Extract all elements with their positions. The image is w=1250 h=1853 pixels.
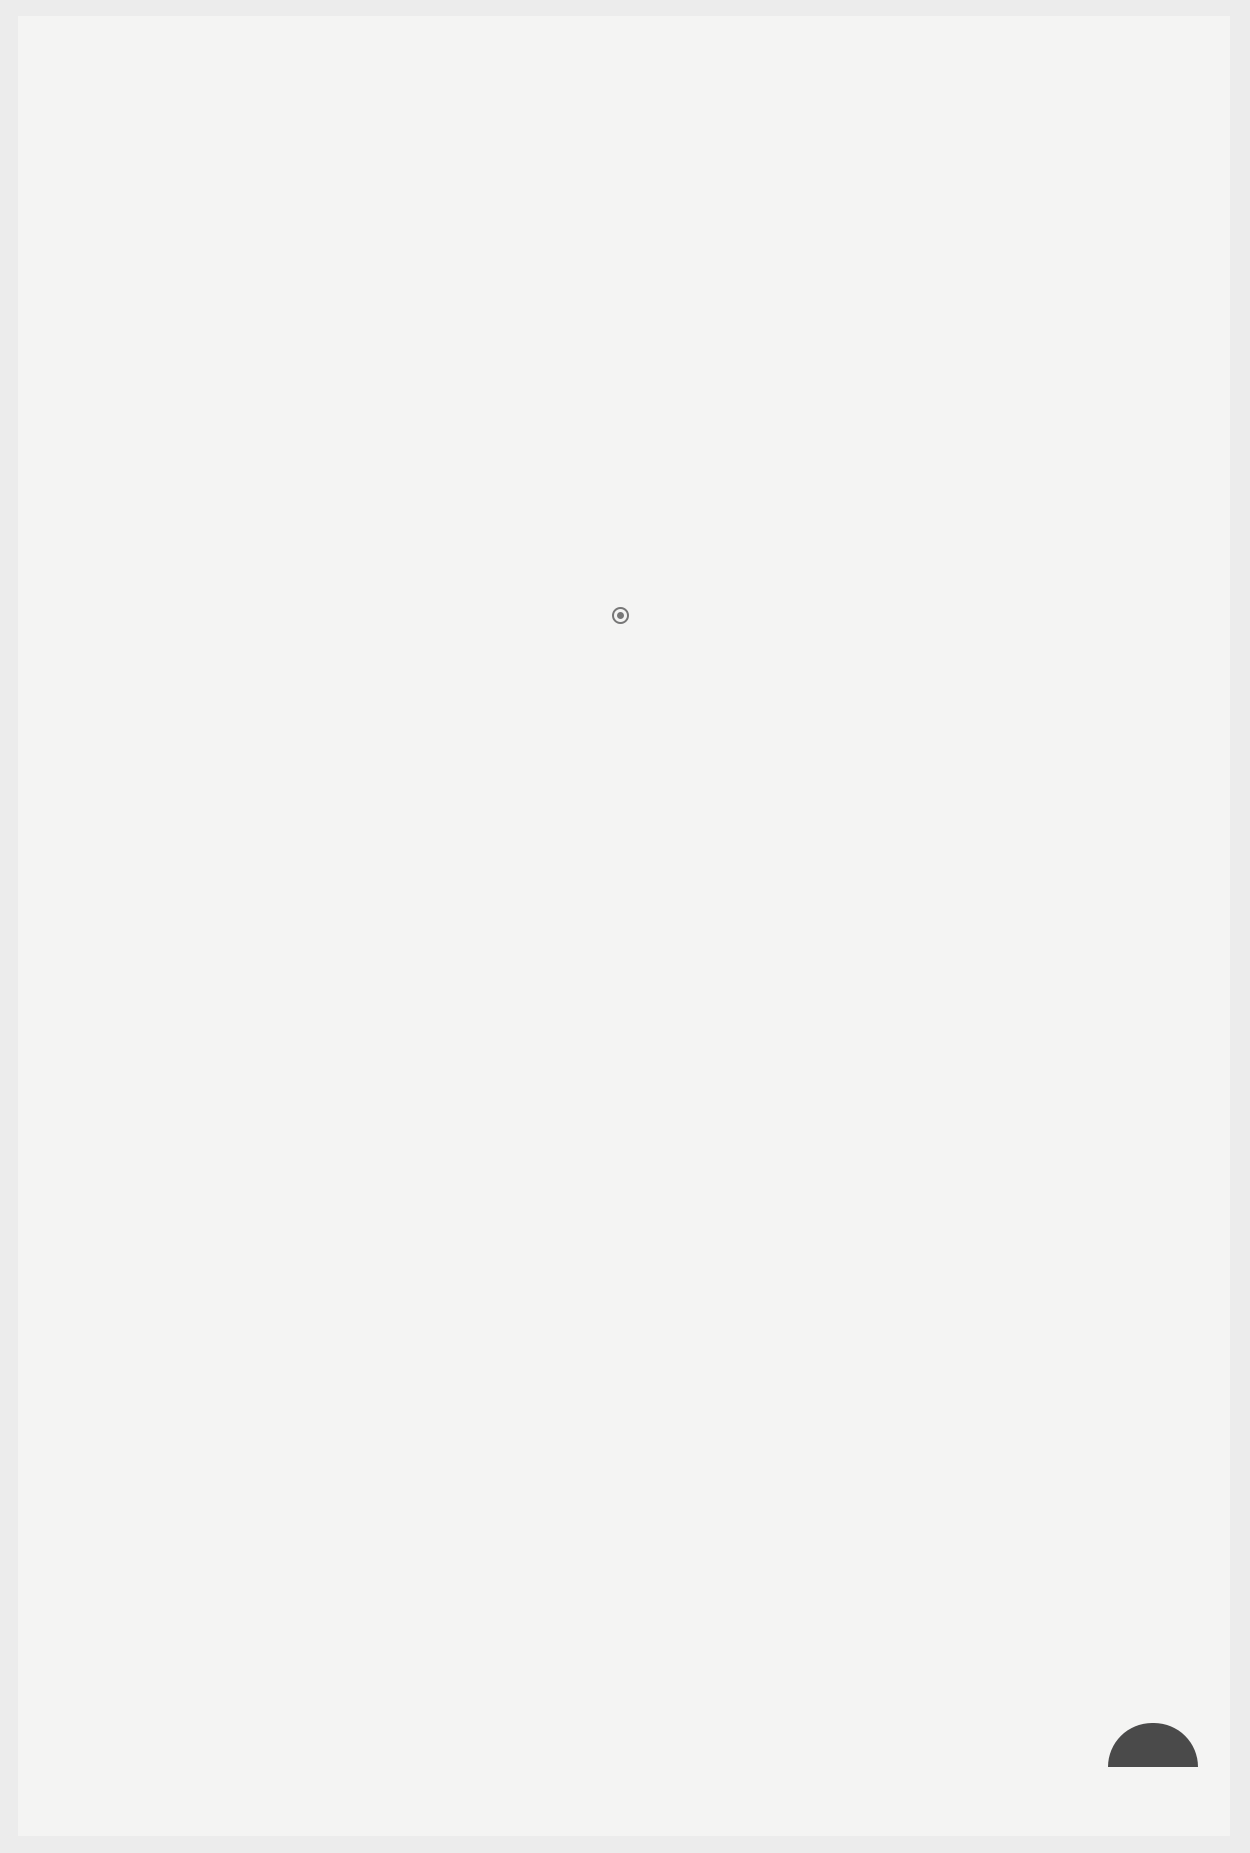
section-title: [0, 596, 1250, 632]
bullet-circle-icon: [612, 607, 629, 624]
page: [18, 16, 1230, 1836]
